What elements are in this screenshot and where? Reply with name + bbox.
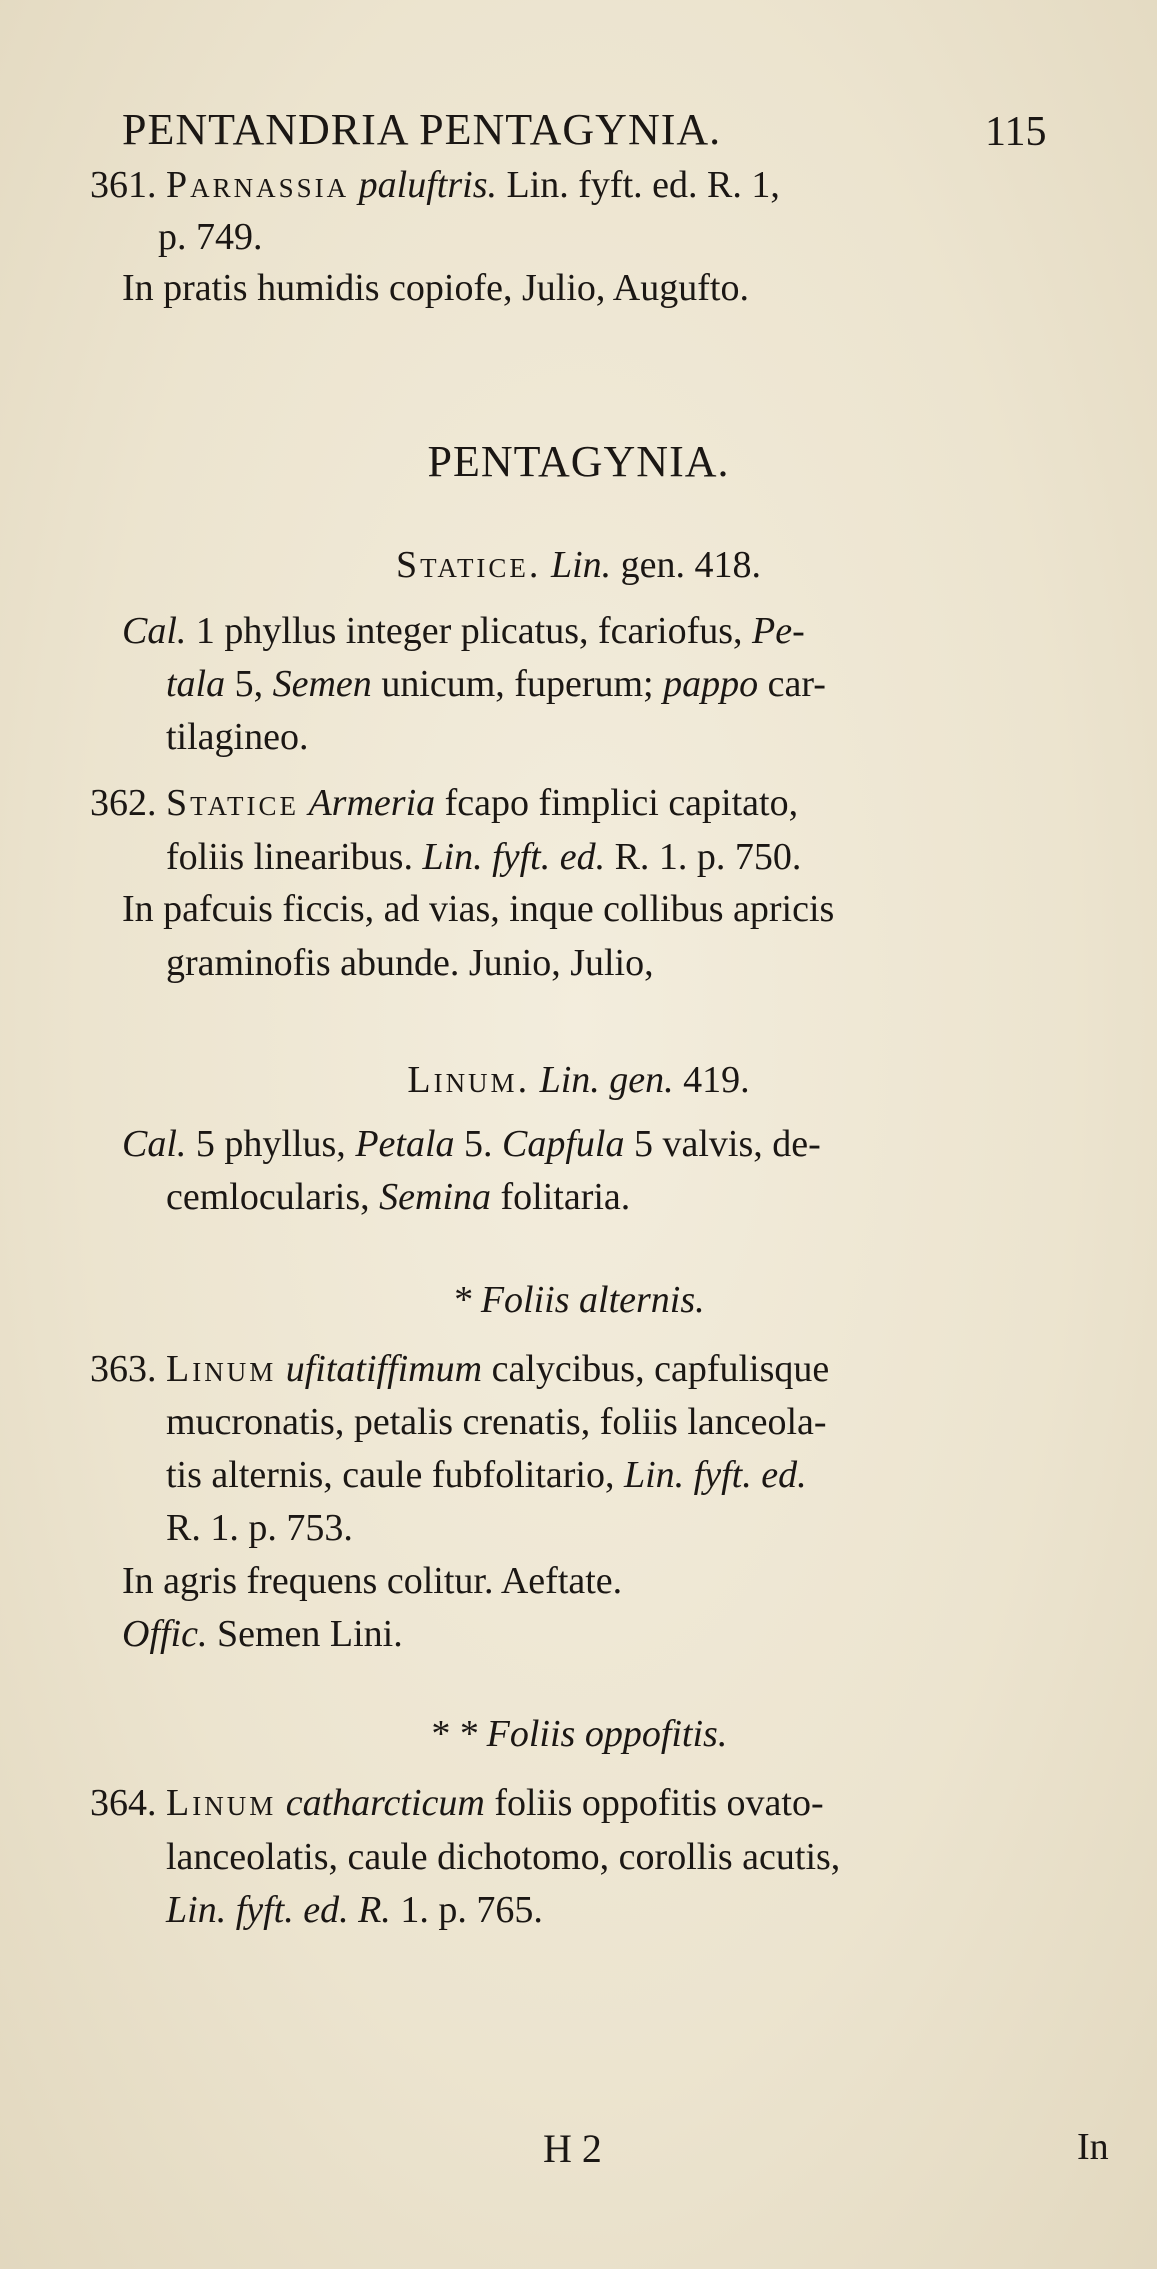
section-title: PENTAGYNIA. <box>427 437 730 486</box>
reference-page: R. 1. p. 750. <box>605 836 802 878</box>
label-petala: Petala <box>345 1123 455 1165</box>
entry-364-line1 <box>90 1784 824 1822</box>
diagnosis: fcapo fimplici capitato, <box>435 782 799 824</box>
text: Semen Lini. <box>207 1613 403 1655</box>
text: 5 phyllus, <box>186 1123 346 1165</box>
reference: Lin. fyft. ed. <box>412 836 606 878</box>
statice-char-line2 <box>166 665 826 703</box>
statice-char-line1 <box>122 612 805 650</box>
reference-number: 419. <box>673 1059 750 1101</box>
diagnosis: tis alternis, caule fubfolitario, <box>166 1454 615 1496</box>
entry-number: 362. <box>90 782 157 824</box>
text: 5. <box>454 1123 493 1165</box>
species-epithet: ufitatiffimum <box>285 1348 483 1390</box>
subhead-text: * Foliis alternis. <box>452 1279 705 1321</box>
diagnosis: foliis linearibus. <box>166 836 413 878</box>
label-cal: Cal. <box>122 610 187 652</box>
text: 5, <box>225 663 264 705</box>
label-capfula: Capfula <box>492 1123 625 1165</box>
linum-char-line1 <box>122 1125 821 1163</box>
label-pappo: pappo <box>653 663 759 705</box>
label-tala: tala <box>166 663 226 705</box>
genus-name: Statice. <box>395 544 542 586</box>
genus-name: Linum <box>166 1348 277 1390</box>
entry-363-habitat: In agris frequens colitur. Aeftate. <box>122 1560 623 1602</box>
reference: Lin. fyft. ed. <box>614 1454 807 1496</box>
text: 5 valvis, de- <box>624 1123 821 1165</box>
page-number: 115 <box>985 109 1047 155</box>
genus-statice-heading <box>0 543 1157 587</box>
entry-363-line3 <box>166 1456 807 1494</box>
entry-363-offic <box>122 1615 403 1653</box>
entry-362-line2 <box>166 838 801 876</box>
entry-361-habitat: In pratis humidis copiofe, Julio, Augufto. <box>122 267 749 309</box>
text: unicum, fuperum; <box>371 663 654 705</box>
genus-linum-heading <box>0 1058 1157 1102</box>
reference-page: 1. p. 765. <box>390 1889 543 1931</box>
label-offic: Offic. <box>122 1613 208 1655</box>
genus-name: Linum. <box>407 1059 531 1101</box>
species-epithet: paluftris. <box>358 164 497 206</box>
label-semen: Semen <box>263 663 372 705</box>
text: folitaria. <box>491 1176 631 1218</box>
species-epithet: Armeria <box>308 782 436 824</box>
entry-number: 361. <box>90 164 157 206</box>
label-cal: Cal. <box>122 1123 187 1165</box>
reference-author: Lin. <box>550 544 612 586</box>
entry-362-habitat2: graminofis abunde. Junio, Julio, <box>166 942 654 984</box>
species-epithet: catharcticum <box>285 1782 485 1824</box>
subhead-oppositis <box>0 1712 1157 1756</box>
genus-name: Linum <box>166 1782 277 1824</box>
entry-361-line2: p. 749. <box>158 216 263 258</box>
catchword: In <box>1077 2126 1109 2168</box>
genus-name: Statice <box>166 782 299 824</box>
diagnosis: foliis oppofitis ovato- <box>484 1782 824 1824</box>
diagnosis: calycibus, capfulisque <box>482 1348 830 1390</box>
subhead-text: * * Foliis oppofitis. <box>429 1713 728 1755</box>
label-semina: Semina <box>369 1176 492 1218</box>
subhead-alternis <box>0 1278 1157 1322</box>
text: cemlocularis, <box>166 1176 370 1218</box>
entry-number: 363. <box>90 1348 157 1390</box>
reference: gen. 418. <box>620 544 762 586</box>
reference: Lin. fyft. ed. R. 1, <box>506 164 780 206</box>
signature-mark: H 2 <box>543 2126 602 2171</box>
reference: Lin. gen. <box>539 1059 674 1101</box>
text: car- <box>758 663 826 705</box>
entry-363-line1 <box>90 1350 829 1388</box>
linum-char-line2 <box>166 1178 630 1216</box>
entry-364-line2: lanceolatis, caule dichotomo, corollis acutis, <box>166 1836 841 1878</box>
entry-number: 364. <box>90 1782 157 1824</box>
entry-363-line4: R. 1. p. 753. <box>166 1507 353 1549</box>
entry-361-line1 <box>90 166 780 204</box>
entry-362-line1 <box>90 784 798 822</box>
label-petala: Pe- <box>742 610 805 652</box>
entry-363-line2: mucronatis, petalis crenatis, foliis lanceola- <box>166 1401 827 1443</box>
genus-name: Parnassia <box>166 164 350 206</box>
entry-362-habitat1: In pafcuis ficcis, ad vias, inque collibus apricis <box>122 888 835 930</box>
reference: Lin. fyft. ed. R. <box>166 1889 391 1931</box>
statice-char-line3: tilagineo. <box>166 716 309 758</box>
text: 1 phyllus integer plicatus, fcariofus, <box>186 610 743 652</box>
entry-364-line3 <box>166 1891 543 1929</box>
running-title: PENTANDRIA PENTAGYNIA. <box>122 105 722 154</box>
